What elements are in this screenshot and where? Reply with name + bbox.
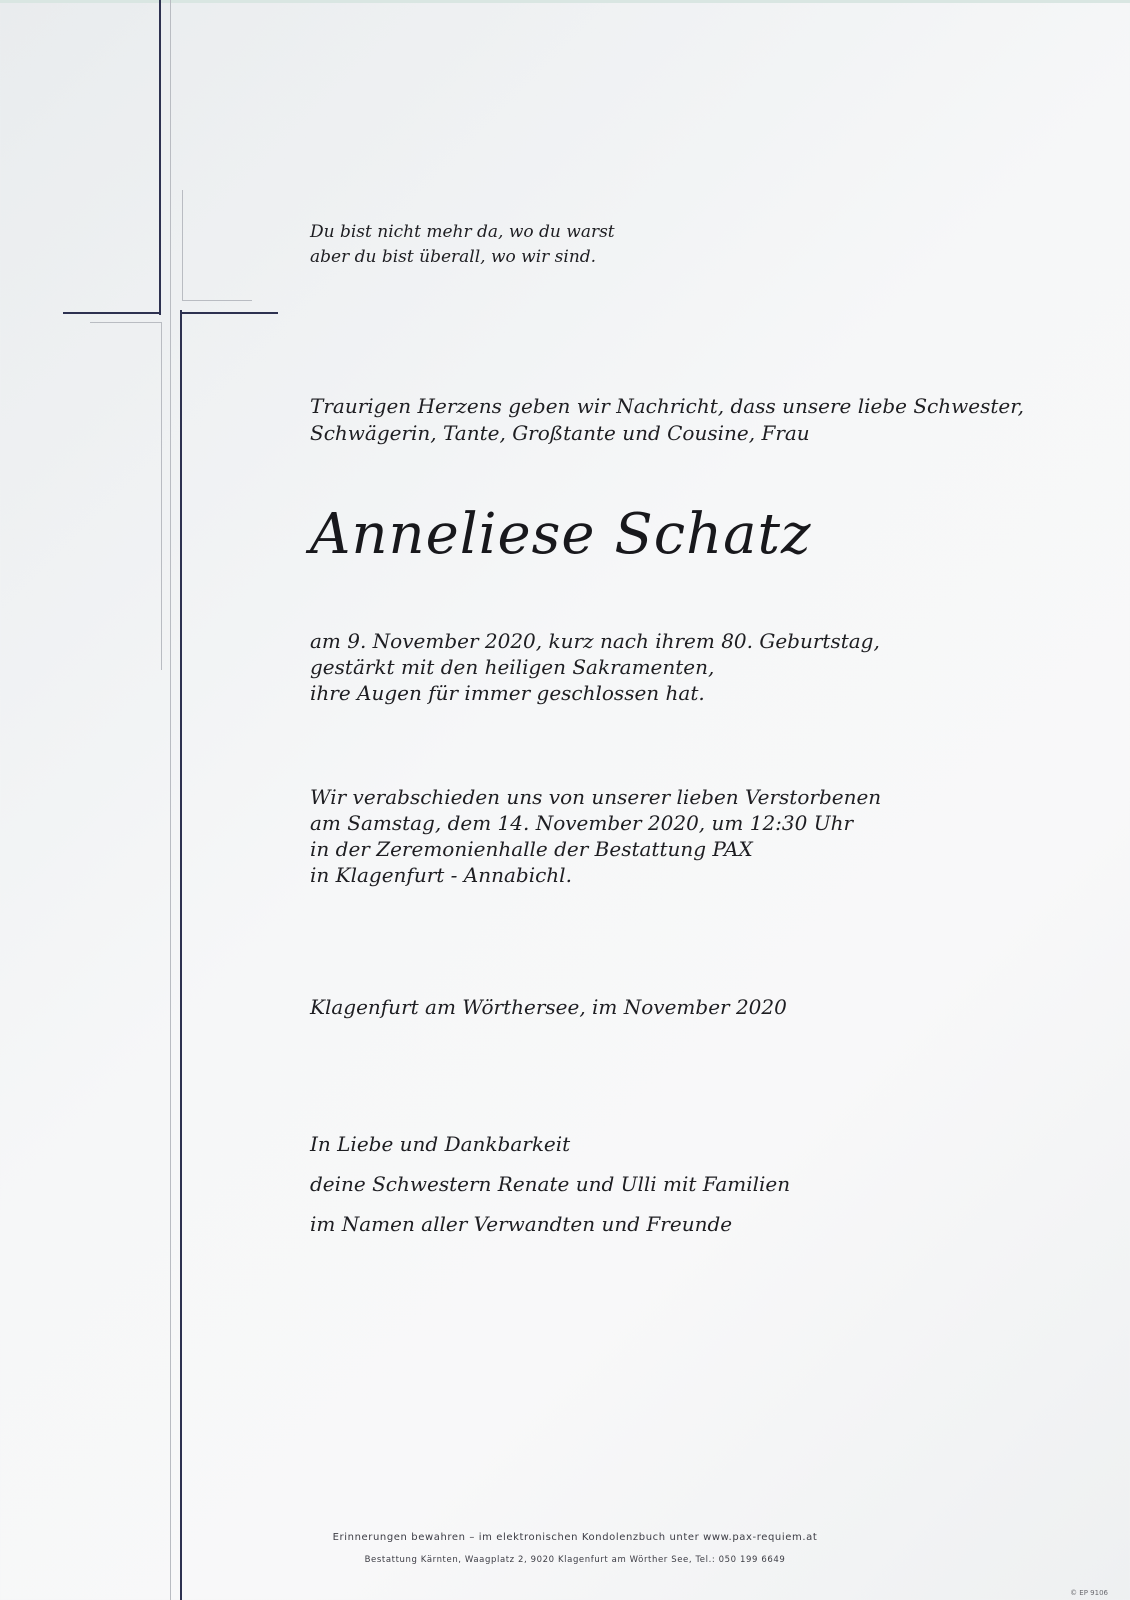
template-code: © EP 9106: [1070, 1589, 1108, 1597]
intro-line: Schwägerin, Tante, Großtante und Cousine, Frau: [310, 421, 810, 445]
cross-horizontal-thin-right: [182, 300, 252, 301]
intro-line: Traurigen Herzens geben wir Nachricht, dass unsere liebe Schwester,: [310, 394, 1024, 418]
service-line: in Klagenfurt - Annabichl.: [310, 863, 572, 887]
cross-vertical-thin-full: [170, 0, 171, 1600]
deceased-name: Anneliese Schatz: [310, 502, 812, 567]
funeral-service-details: [310, 784, 881, 888]
cross-horizontal-dark-left: [63, 312, 161, 314]
quote-line: aber du bist überall, wo wir sind.: [310, 247, 597, 267]
passing-details: [310, 628, 880, 706]
cross-horizontal-thin-left: [90, 322, 162, 323]
cross-vertical-thin-upper: [182, 190, 183, 300]
cross-vertical-dark-lower: [180, 310, 182, 1600]
passing-line: ihre Augen für immer geschlossen hat.: [310, 681, 705, 705]
footer-funeral-home-address: Bestattung Kärnten, Waagplatz 2, 9020 Klagenfurt am Wörther See, Tel.: 050 199 6649: [364, 1555, 786, 1565]
announcement-intro: [310, 393, 1024, 447]
signature-block: [310, 1124, 790, 1244]
signature-line: im Namen aller Verwandten und Freunde: [310, 1212, 733, 1236]
memorial-quote: [310, 220, 615, 270]
quote-line: Du bist nicht mehr da, wo du warst: [310, 222, 615, 242]
service-line: in der Zeremonienhalle der Bestattung PAX: [310, 837, 753, 861]
signature-line: In Liebe und Dankbarkeit: [310, 1132, 571, 1156]
cross-horizontal-dark-right: [180, 312, 278, 314]
footer-condolence-note: Erinnerungen bewahren – im elektronischen Kondolenzbuch unter www.pax-requiem.at: [332, 1532, 818, 1543]
signature-line: deine Schwestern Renate und Ulli mit Familien: [310, 1172, 791, 1196]
passing-line: gestärkt mit den heiligen Sakramenten,: [310, 655, 715, 679]
passing-line: am 9. November 2020, kurz nach ihrem 80. Geburtstag,: [310, 629, 880, 653]
cross-vertical-dark-upper: [159, 0, 161, 315]
cross-vertical-thin-lower: [161, 322, 162, 670]
service-line: am Samstag, dem 14. November 2020, um 12:30 Uhr: [310, 811, 854, 835]
service-line: Wir verabschieden uns von unserer lieben Verstorbenen: [310, 785, 882, 809]
place-and-date: Klagenfurt am Wörthersee, im November 2020: [310, 995, 787, 1019]
